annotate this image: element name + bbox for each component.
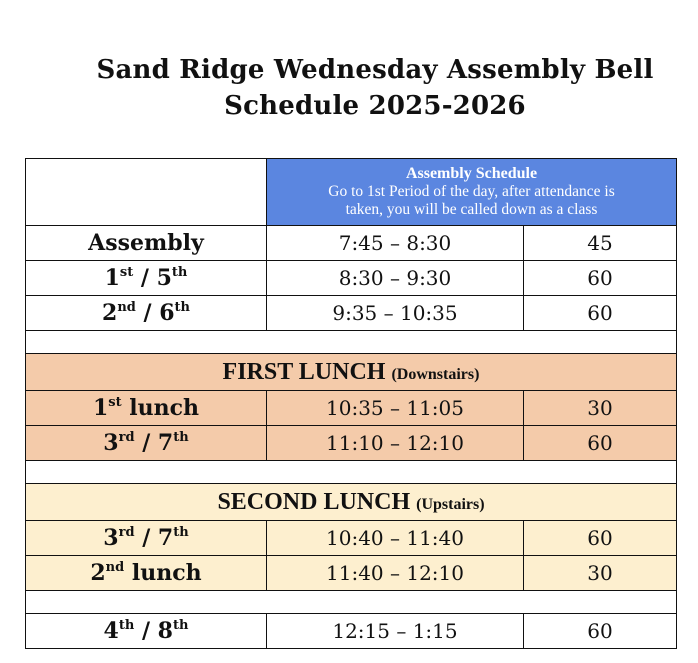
ordinal-suffix: rd bbox=[118, 430, 135, 445]
title-line-2: Schedule 2025-2026 bbox=[224, 91, 526, 121]
title-line-1: Sand Ridge Wednesday Assembly Bell bbox=[96, 55, 654, 85]
duration-minutes: 30 bbox=[524, 556, 677, 591]
table-row bbox=[26, 614, 677, 649]
period-label-text: 3 bbox=[103, 430, 119, 456]
period-label-text: Assembly bbox=[88, 230, 204, 256]
spacer-cell bbox=[26, 461, 677, 484]
header-note-1: Go to 1st Period of the day, after attendance is bbox=[328, 183, 615, 200]
spacer-row bbox=[26, 331, 677, 354]
time-range: 9:35 – 10:35 bbox=[267, 296, 524, 331]
ordinal-suffix: th bbox=[173, 525, 189, 540]
period-label-text: 2 bbox=[90, 560, 106, 586]
spacer-row bbox=[26, 461, 677, 484]
period-label bbox=[26, 226, 267, 261]
ordinal-suffix: th bbox=[173, 430, 189, 445]
duration-minutes: 60 bbox=[524, 614, 677, 649]
period-label-text: lunch bbox=[124, 560, 202, 586]
ordinal-suffix: nd bbox=[105, 560, 125, 575]
duration-minutes: 45 bbox=[524, 226, 677, 261]
header-note-2: taken, you will be called down as a class bbox=[345, 201, 598, 218]
table-row bbox=[26, 521, 677, 556]
ordinal-suffix: th bbox=[118, 618, 135, 633]
header-cell bbox=[267, 159, 677, 226]
period-label-text: / 7 bbox=[134, 430, 174, 456]
table-row bbox=[26, 261, 677, 296]
ordinal-suffix: rd bbox=[118, 525, 135, 540]
ordinal-suffix: th bbox=[174, 300, 190, 315]
period-label-text: / 7 bbox=[134, 525, 174, 551]
section-title: SECOND LUNCH bbox=[217, 488, 411, 515]
ordinal-suffix: th bbox=[172, 618, 189, 633]
period-label bbox=[26, 391, 267, 426]
period-label-text: 1 bbox=[92, 395, 109, 421]
section-title: FIRST LUNCH bbox=[222, 358, 386, 385]
period-label-text: 4 bbox=[103, 618, 119, 644]
period-label-text: 2 bbox=[102, 300, 118, 326]
time-range: 10:35 – 11:05 bbox=[267, 391, 524, 426]
time-range: 7:45 – 8:30 bbox=[267, 226, 524, 261]
period-label bbox=[26, 261, 267, 296]
ordinal-suffix: nd bbox=[117, 300, 136, 315]
header-empty-cell bbox=[26, 159, 267, 226]
duration-minutes: 60 bbox=[524, 261, 677, 296]
ordinal-suffix: th bbox=[171, 265, 188, 280]
time-range: 11:40 – 12:10 bbox=[267, 556, 524, 591]
period-label-text: 1 bbox=[104, 265, 120, 291]
header-row bbox=[26, 159, 677, 226]
period-label bbox=[26, 614, 267, 649]
ordinal-suffix: st bbox=[119, 265, 134, 280]
table-row bbox=[26, 391, 677, 426]
period-label bbox=[26, 521, 267, 556]
period-label-text: 3 bbox=[103, 525, 119, 551]
page-title bbox=[60, 52, 690, 124]
spacer-cell bbox=[26, 331, 677, 354]
duration-minutes: 60 bbox=[524, 521, 677, 556]
period-label-text: / 5 bbox=[133, 265, 172, 291]
period-label-text: / 6 bbox=[135, 300, 175, 326]
section-title-cell bbox=[26, 354, 677, 391]
period-label bbox=[26, 556, 267, 591]
header-title: Assembly Schedule bbox=[405, 165, 538, 182]
time-range: 8:30 – 9:30 bbox=[267, 261, 524, 296]
section-location: (Upstairs) bbox=[416, 495, 485, 513]
schedule-table bbox=[25, 158, 677, 649]
spacer-row bbox=[26, 591, 677, 614]
duration-minutes: 30 bbox=[524, 391, 677, 426]
time-range: 10:40 – 11:40 bbox=[267, 521, 524, 556]
table-row bbox=[26, 296, 677, 331]
section-location: (Downstairs) bbox=[391, 365, 480, 383]
time-range: 12:15 – 1:15 bbox=[267, 614, 524, 649]
section-header-row bbox=[26, 354, 677, 391]
section-header-row bbox=[26, 484, 677, 521]
period-label bbox=[26, 426, 267, 461]
section-title-cell bbox=[26, 484, 677, 521]
time-range: 11:10 – 12:10 bbox=[267, 426, 524, 461]
table-row bbox=[26, 426, 677, 461]
spacer-cell bbox=[26, 591, 677, 614]
table-row bbox=[26, 556, 677, 591]
duration-minutes: 60 bbox=[524, 426, 677, 461]
table-row bbox=[26, 226, 677, 261]
duration-minutes: 60 bbox=[524, 296, 677, 331]
period-label-text: / 8 bbox=[134, 618, 173, 644]
ordinal-suffix: st bbox=[108, 395, 122, 410]
period-label bbox=[26, 296, 267, 331]
period-label-text: lunch bbox=[121, 395, 200, 421]
